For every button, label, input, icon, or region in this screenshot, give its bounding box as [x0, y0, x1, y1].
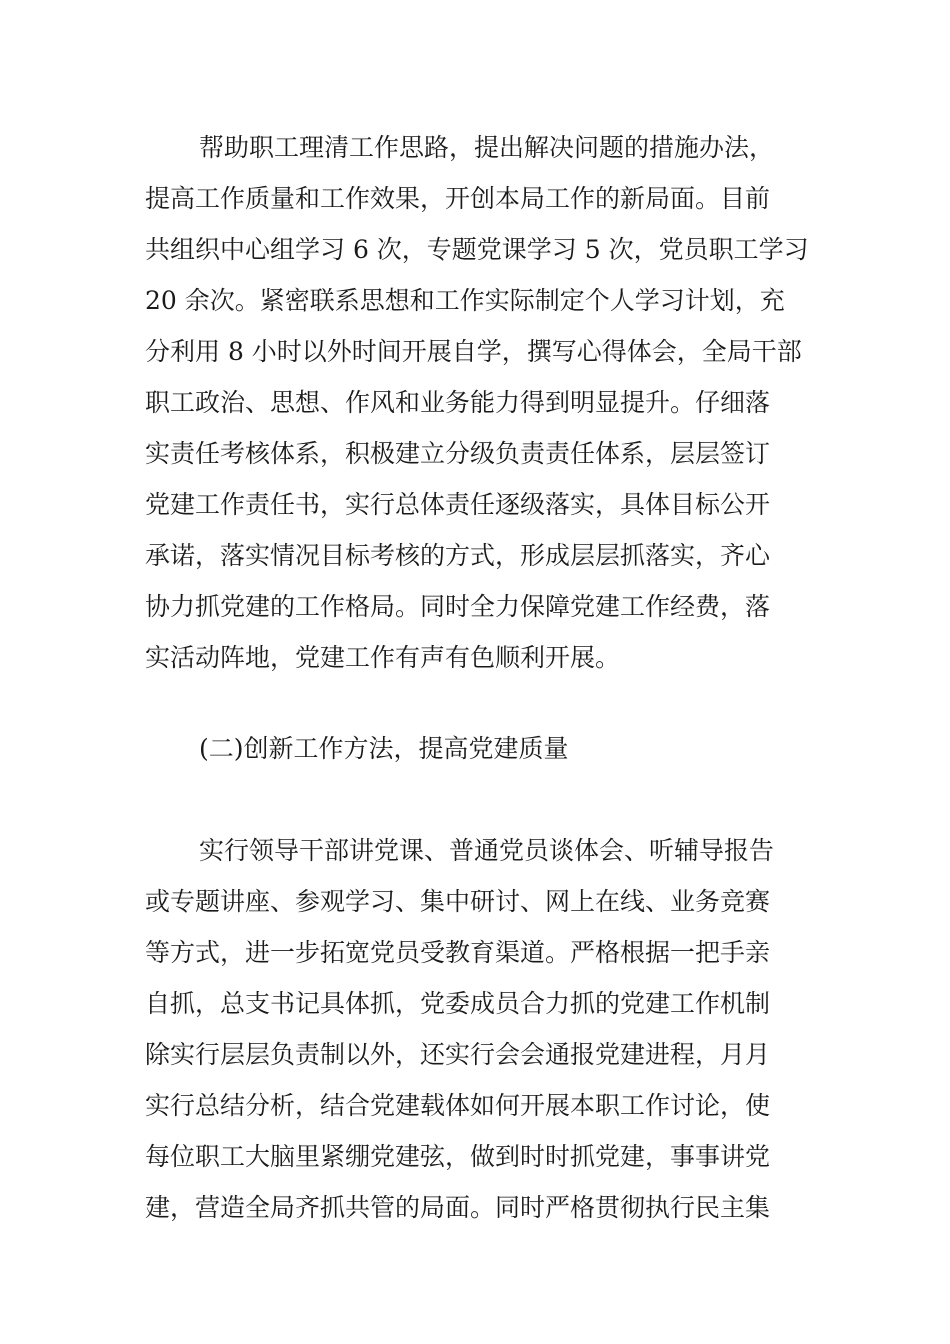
section-heading — [145, 723, 810, 774]
paragraph-learning-and-responsibility — [145, 122, 810, 683]
paragraph-line: 每位职工大脑里紧绷党建弦，做到时时抓党建，事事讲党 — [145, 1142, 771, 1171]
paragraph-line: 实活动阵地，党建工作有声有色顺利开展。 — [145, 643, 621, 672]
paragraph-line: 党建工作责任书，实行总体责任逐级落实，具体目标公开 — [145, 490, 771, 519]
paragraph-line: 实责任考核体系，积极建立分级负责责任体系，层层签订 — [145, 439, 771, 468]
paragraph-line: 建，营造全局齐抓共管的局面。同时严格贯彻执行民主集 — [145, 1193, 771, 1222]
paragraph-line: 承诺，落实情况目标考核的方式，形成层层抓落实，齐心 — [145, 541, 771, 570]
paragraph-line: 自抓，总支书记具体抓，党委成员合力抓的党建工作机制 — [145, 989, 771, 1018]
paragraph-line: 实行总结分析，结合党建载体如何开展本职工作讨论，使 — [145, 1091, 771, 1120]
paragraph-line: 或专题讲座、参观学习、集中研讨、网上在线、业务竞赛 — [145, 887, 771, 916]
paragraph-line: 提高工作质量和工作效果，开创本局工作的新局面。目前 — [145, 184, 771, 213]
paragraph-line: 实行领导干部讲党课、普通党员谈体会、听辅导报告 — [199, 836, 775, 865]
paragraph-line: 除实行层层负责制以外，还实行会会通报党建进程，月月 — [145, 1040, 771, 1069]
paragraph-line: 职工政治、思想、作风和业务能力得到明显提升。仔细落 — [145, 388, 771, 417]
paragraph-innovation-methods — [145, 825, 810, 1233]
paragraph-line: 分利用 8 小时以外时间开展自学，撰写心得体会，全局干部 — [145, 337, 802, 366]
paragraph-line: 协力抓党建的工作格局。同时全力保障党建工作经费，落 — [145, 592, 771, 621]
paragraph-line: 20 余次。紧密联系思想和工作实际制定个人学习计划，充 — [145, 286, 785, 315]
paragraph-line: 共组织中心组学习 6 次，专题党课学习 5 次，党员职工学习 — [145, 235, 809, 264]
paragraph-line: 等方式，进一步拓宽党员受教育渠道。严格根据一把手亲 — [145, 938, 771, 967]
section-heading-text: (二)创新工作方法，提高党建质量 — [199, 734, 569, 763]
paragraph-line: 帮助职工理清工作思路，提出解决问题的措施办法， — [199, 133, 775, 162]
